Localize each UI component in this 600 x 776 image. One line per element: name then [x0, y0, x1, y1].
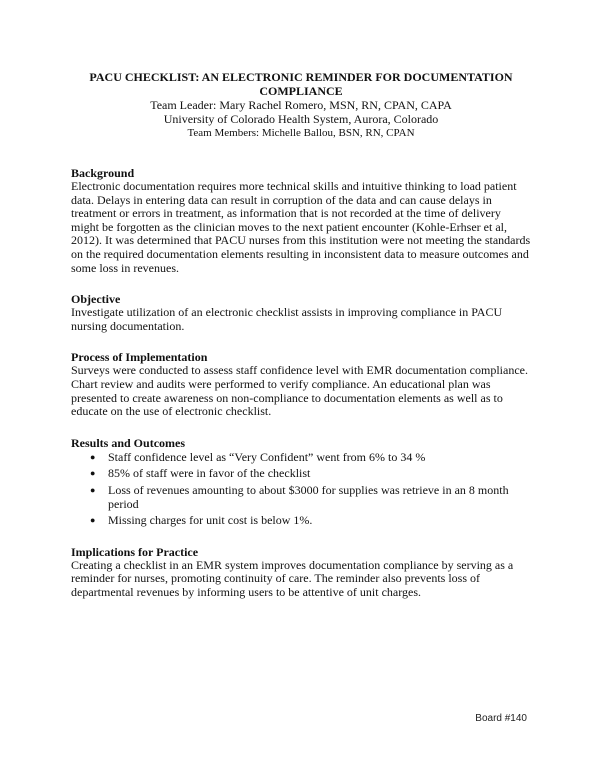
abstract-header — [71, 70, 531, 140]
document-title-line-2: COMPLIANCE — [259, 84, 343, 98]
abstract-page — [71, 70, 531, 599]
process-heading: Process of Implementation — [71, 350, 208, 365]
list-item-text: Missing charges for unit cost is below 1%. — [108, 513, 313, 528]
process-body: Surveys were conducted to assess staff confidence level with EMR documentation compliance. Chart review and audits were performed to verify compliance. An educational plan was presented to create awareness on non-compliance to documentation elements as well as to educate on the use of electronic checklist. — [71, 363, 528, 419]
institution: University of Colorado Health System, Aurora, Colorado — [163, 112, 439, 126]
implications-heading: Implications for Practice — [71, 544, 199, 559]
results-heading: Results and Outcomes — [71, 435, 186, 450]
team-leader: Team Leader: Mary Rachel Romero, MSN, RN, CPAN, CAPA — [150, 98, 452, 112]
list-item — [90, 449, 531, 465]
list-item-text: 85% of staff were in favor of the checklist — [108, 466, 311, 481]
bullet-icon: ● — [90, 468, 96, 479]
list-item — [90, 513, 531, 528]
process-section — [71, 350, 531, 418]
background-body: Electronic documentation requires more technical skills and intuitive thinking to load patient data. Delays in entering data can result in corruption of the data and can cause delays in treatment or errors in treatment, as information that is not recorded at the time of delivery might be forgotten as the clinician moves to the next patient encounter (Kohle-Erhser et al, 2012). It was determined that PACU nurses from this institution were not meeting the standards on the required documentation elements resulting in inconsistent data to measure outcomes and some loss in revenues. — [71, 179, 531, 275]
results-section — [71, 436, 531, 528]
document-title-line-1: PACU CHECKLIST: AN ELECTRONIC REMINDER FOR DOCUMENTATION — [89, 70, 513, 84]
bullet-icon: ● — [90, 515, 96, 526]
implications-section — [71, 545, 531, 600]
objective-body: Investigate utilization of an electronic checklist assists in improving compliance in PACU nursing documentation. — [71, 305, 503, 333]
bullet-icon: ● — [90, 451, 96, 462]
background-heading: Background — [71, 166, 135, 180]
list-item-text: Loss of revenues amounting to about $3000 for supplies was retrieve in an 8 month period — [108, 482, 509, 511]
results-list — [71, 451, 531, 528]
background-section — [71, 166, 531, 275]
implications-body: Creating a checklist in an EMR system improves documentation compliance by serving as a reminder for nurses, promoting continuity of care. The reminder also prevents loss of departmental revenues by informing users to be attentive of unit charges. — [71, 557, 514, 599]
team-members: Team Members: Michelle Ballou, BSN, RN, CPAN — [187, 127, 415, 139]
list-item — [90, 466, 531, 481]
bullet-icon: ● — [90, 484, 96, 495]
list-item — [90, 482, 531, 511]
objective-heading: Objective — [71, 292, 121, 307]
board-number: Board #140 — [475, 713, 527, 724]
list-item-text: Staff confidence level as “Very Confident” went from 6% to 34 % — [108, 449, 426, 464]
objective-section — [71, 292, 531, 333]
